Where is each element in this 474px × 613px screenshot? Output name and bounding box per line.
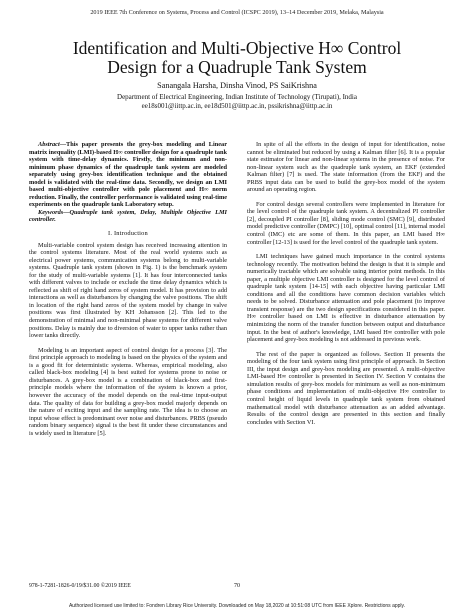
affiliation-emails: ee18s001@iittp.ac.in, ee18d501@iittp.ac.in, pssikrishna@iittp.ac.in bbox=[141, 102, 333, 110]
author-list: Sanangala Harsha, Dinsha Vinod, PS SaiKrishna bbox=[157, 81, 317, 90]
right-column bbox=[247, 141, 445, 426]
left-paragraph-2: Modeling is an important aspect of control design for a process [3]. The first principle approach to modeling is based on the physics of the system and is a good fit for deterministic systems. Whereas, empirical modeling, also called black-box modeling [4] is best suited for systems prone to noise or disturbances. A grey-box model is a combination of black-box and first-principle models where the information of the system is known a prior, however the accuracy of the model depends on the real-time input-output data. The quality of data for building a grey-box model majorly depends on the nature of exciting input and the sampling rate. The idea is to choose an input whose effect is predominant over noise and disturbances. PRBS (pseudo random binary sequence) signal is the best fit under these circumstances and is widely used in literature [5]. bbox=[29, 346, 227, 437]
page-number: 70 bbox=[234, 583, 240, 589]
conference-header: 2019 IEEE 7th Conference on Systems, Process and Control (ICSPC 2019), 13–14 December 2019, Melaka, Malaysia bbox=[90, 9, 384, 16]
left-column bbox=[29, 141, 227, 437]
affiliation-department: Department of Electrical Engineering, Indian Institute of Technology (Tirupati), India bbox=[117, 93, 357, 101]
title-line-1: Identification and Multi-Objective H∞ Control bbox=[72, 38, 402, 58]
authorized-use-notice: Authorized licensed use limited to: Fondren Library Rice University. Downloaded on May 18,2020 at 10:51:08 UTC from IEEE Xplore. Restrictions apply. bbox=[68, 603, 406, 609]
right-paragraph-4: The rest of the paper is organized as follows. Section II presents the modeling of the four tank system using first principle of approach. In Section III, the input design and grey-box modeling are presented. A multi-objective LMI-based H∞ controller is presented in Section IV. Section V contains the simulation results of grey-box models for minimum as well as non-minimum phase conditions and implementation of multi-objective H∞ controller to control height of liquid levels in quadruple tank system from obtained mathematical model with disturbance attenuation as an added advantage. Results of the control design are presented in this section and finally concludes with Section VI. bbox=[247, 350, 445, 426]
abstract-text: —This paper presents the grey-box modeling and Linear matrix inequality (LMI)-based H∞ controller design for a quadruple tank system with time-delay dynamics. Firstly, the minimum and non-minimum phase dynamics of the quadruple tank system are modeled separately using grey-box identification technique and the obtained model is validated with the real-time data. Secondly, we design an LMI based multi-objective controller with pole placement and H∞ norm reduction. Finally, the controller performance is validated using real-time experiments on the quadruple tank Laboratory setup. bbox=[29, 141, 227, 209]
keywords-text: —Quadruple tank system, Delay, Multiple Objective LMI controller. bbox=[29, 208, 227, 224]
abstract-label: Abstract bbox=[38, 141, 60, 148]
keywords bbox=[29, 209, 227, 224]
abstract bbox=[29, 141, 227, 209]
paper-title bbox=[30, 39, 444, 77]
title-line-2: Design for a Quadruple Tank System bbox=[107, 57, 367, 77]
isbn-copyright: 978-1-7281-1826-0/19/$31.00 ©2019 IEEE bbox=[29, 583, 131, 589]
right-paragraph-1: In spite of all the efforts in the design of input for identification, noise cannot be eliminated but reduced by using a Kalman filter [6]. It is a popular state estimator for linear and non-linear systems in the presence of noise. For non-linear system such as the quadruple tank system, an EKF (extended Kalman filter) [7] is used. The state information (from the EKF) and the PRBS input data can be used to build the grey-box model of the system around an operating region. bbox=[247, 141, 445, 194]
affiliation bbox=[30, 93, 444, 111]
left-paragraph-1: Multi-variable control system design has received increasing attention in the control systems literature. Most of the real world systems such as electrical power systems, communication systems belong to multi-variable systems. Quadruple tank system (shown in Fig. 1) is the benchmark system for the study of multi-variable systems [1]. It has four interconnected tanks with different valves to include or exclude the time delay dynamics which is reflected as shift of right hand zeros of system model. It has provision to add interactions as well as disturbances by changing the valve positions. The shift in location of the right hand zeros of the system model by change in valve positions was first illustrated by KH Johansson [2]. This led to the demonstration of minimal and non-minimal phase systems for different valve positions. Delay is mainly due to diversion of water to upper tanks rather than lower tanks directly. bbox=[29, 241, 227, 340]
right-paragraph-2: For control design several controllers were implemented in literature for the level control of the quadruple tank system. A decentralized PI controller [2], decoupled PI controller [8], sliding mode control (SMC) [9], distributed model predictive controller (DMPC) [10], optimal control [11], internal model control (IMC) etc are some of them. In this paper, an LMI based H∞ controller [12-13] is used for the level control of the quadruple tank system. bbox=[247, 200, 445, 246]
keywords-label: Keywords bbox=[38, 208, 64, 216]
right-paragraph-3: LMI techniques have gained much importance in the control systems technology recently. The motivation behind the design is that it is simple and numerically tractable which are solvable using interior point methods. In this paper, a multiple objective LMI controller is designed for the level control of quadruple tank system [14-15] with each objective having particular LMI conditions and all the conditions have common decision variables which needs to be solved. Disturbance attenuation and pole placement (to improve transient response) are the two design specifications considered in this paper. H∞ controller based on LMI is effective in disturbance attenuation by minimizing the norm of the transfer function between output and disturbance input. In the best of author's knowledge, LMI based H∞ controller with pole placement and grey-box modeling is not addressed in previous work. bbox=[247, 253, 445, 344]
section-heading-introduction: I. Introduction bbox=[108, 230, 148, 238]
